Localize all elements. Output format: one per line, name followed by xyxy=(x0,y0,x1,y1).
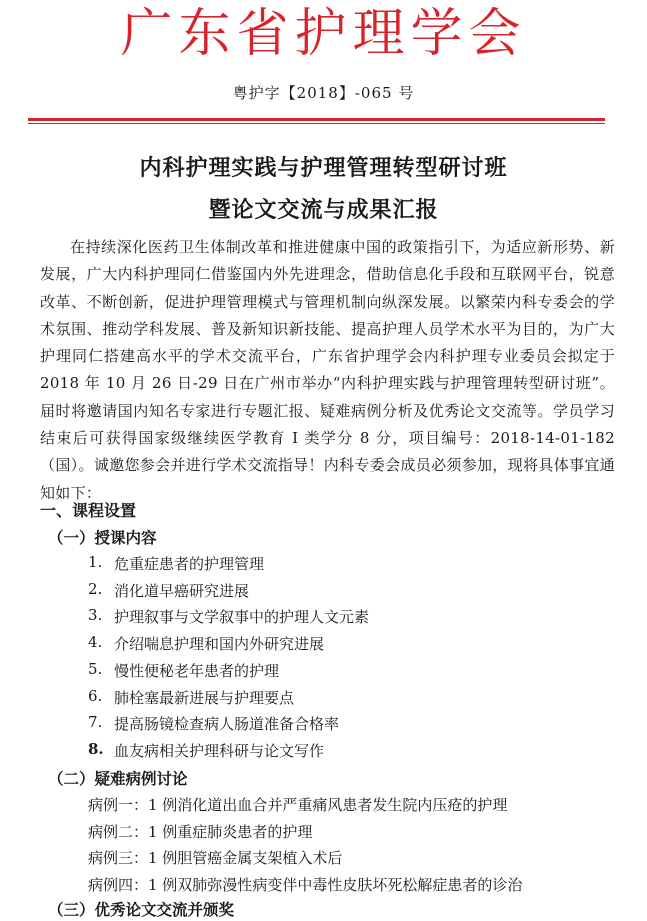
case-item: 病例二：1 例重症肺炎患者的护理 xyxy=(88,822,313,841)
lecture-item-number: 8. xyxy=(88,739,104,758)
lecture-item-text: 护理叙事与文学叙事中的护理人文元素 xyxy=(114,608,370,627)
lecture-item-number: 3. xyxy=(88,606,103,625)
lecture-item xyxy=(88,580,249,601)
case-item: 病例三：1 例胆管癌金属支架植入术后 xyxy=(88,849,343,868)
lecture-item-number: 7. xyxy=(88,713,103,732)
lecture-item-text: 介绍喘息护理和国内外研究进展 xyxy=(114,635,325,654)
lecture-item-number: 6. xyxy=(88,686,103,705)
lecture-item-number: 1. xyxy=(88,553,103,571)
lecture-item xyxy=(88,740,324,761)
red-rule-thin xyxy=(28,123,605,124)
document-number: 粤护字【2018】-065 号 xyxy=(232,84,415,102)
org-masthead: 广东省护理学会 xyxy=(120,4,527,64)
intro-paragraph: 在持续深化医药卫生体制改革和推进健康中国的政策指引下，为适应新形势、新发展，广大内科护理同仁借鉴国内外先进理念，借助信息化手段和互联网平台，锐意改革、不断创新，促进护理管理模式与管理机制向纵深发展。以繁荣内科专委会的学术氛围、推动学科发展、普及新知识新技能、提高护理人员学术水平为目的，为广大护理同仁搭建高水平的学术交流平台，广东省护理学会内科护理专业委员会拟定于 2018 年 10 月 26 日-29 日在广州市举办“内科护理实践与护理管理转型研讨班”。届时将邀请国内知名专家进行专题汇报、疑难病例分析及优秀论文交流等。学员学习结束后可获得国家级继续医学教育 I 类学分 8 分，项目编号：2018-14-01-182（国）。诚邀您参会并进行学术交流指导！内科专委会成员必须参加，现将具体事宜通知如下： xyxy=(40,238,615,502)
case-item: 病例四：1 例双肺弥漫性病变伴中毒性皮肤坏死松解症患者的诊治 xyxy=(88,876,523,895)
subheading-paper-exchange: （三）优秀论文交流并颁奖 xyxy=(48,900,235,919)
case-item: 病例一：1 例消化道出血合并严重痛风患者发生院内压疮的护理 xyxy=(88,796,508,814)
lecture-item-text: 危重症患者的护理管理 xyxy=(114,555,265,573)
section-heading-course: 一、课程设置 xyxy=(40,501,137,520)
red-rule-thick xyxy=(28,118,605,121)
lecture-item-number: 2. xyxy=(88,579,103,598)
lecture-item-text: 血友病相关护理科研与论文写作 xyxy=(114,741,325,760)
lecture-item xyxy=(88,660,279,681)
lecture-item xyxy=(88,713,339,734)
lecture-item-number: 4. xyxy=(88,633,103,652)
lecture-item-text: 肺栓塞最新进展与护理要点 xyxy=(114,688,295,707)
lecture-item xyxy=(88,553,264,574)
doc-title-line2: 暨论文交流与成果汇报 xyxy=(208,197,439,223)
doc-title-line1: 内科护理实践与护理管理转型研讨班 xyxy=(139,155,508,181)
lecture-item-text: 消化道早癌研究进展 xyxy=(114,581,250,600)
subheading-lecture-content: （一）授课内容 xyxy=(48,528,157,547)
lecture-item-number: 5. xyxy=(88,659,103,678)
subheading-case-discussion: （二）疑难病例讨论 xyxy=(48,769,188,788)
lecture-item-text: 慢性便秘老年患者的护理 xyxy=(114,661,280,680)
lecture-item xyxy=(88,633,324,654)
lecture-item xyxy=(88,687,294,708)
lecture-item-text: 提高肠镜检查病人肠道准备合格率 xyxy=(114,715,340,734)
lecture-item xyxy=(88,606,369,627)
